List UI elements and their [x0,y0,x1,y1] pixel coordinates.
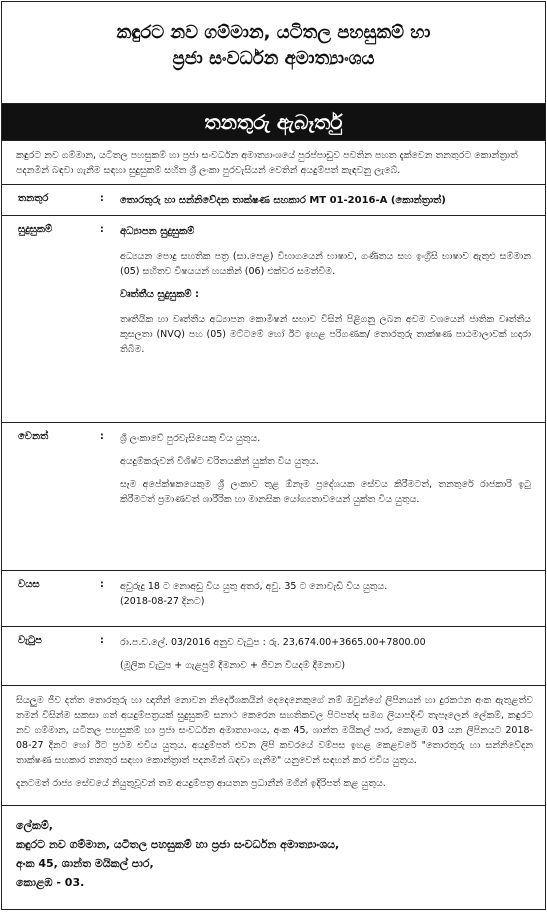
salary-section [2,627,545,686]
professional-text: තෘතීයික හා වෘත්තීය අධ්‍යාපන කොමිෂන් සභාව විසින් පිළිගනු ලබන අවම වශයෙන් ජාතික වෘත්තීය කුසලතා (NVQ) පහ (05) මට්ටමේ හෝ ඊට ඉහළ පරිගණක/ තොරතුරු තාක්ෂණ පාඨමාලාවක් හදාරා තිබීම. [120,314,531,355]
post-colon: : [100,193,104,204]
age-date: (2018-08-27 දිනට) [120,596,205,607]
signature-city: කොළඹ - 03. [16,876,85,889]
signature-ministry: කඳුරට නව ගම්මාන, යටිතල පහසුකම් හා ප්‍රජා සංවර්ධන අමාත්‍යාංශය, [16,838,340,851]
signature-address: අංක 45, ශාන්ත මයිකල් පාර, [16,857,154,870]
other-item-2: අයදුම්කරුවන් විශිෂ්ට චරිතයකින් යුක්ත විය යුතුය. [120,456,319,467]
qualifications-section [2,216,545,423]
qualifications-colon: : [100,224,104,235]
intro-paragraph: කඳුරට නව ගම්මාන, යටිතල පහසුකම් හා ප්‍රජා සංවර්ධන අමාත්‍යාංශයේ පුරප්පාඩුව පවතින පහත දැක්වෙන තනතුරට කොන්ත්‍රාත් පදනමින් බඳවා ගැනීම සඳහා සුදුසුකම් සහිත ශ්‍රී ලංකා පුරවැසියන් වෙතින් අයදුම්පත් කැඳවනු ලැබේ. [2,141,545,185]
other-item-3: සෑම අපේක්ෂකයෙකුම ශ්‍රී ලංකාව තුළ ඕනෑම ප්‍රදේශයක සේවය කිරීමටත්, තනතුරේ රාජකාරි ඉටු කිරීමටත් ප්‍රමාණවත් ශාරීරික හා මානසික යෝග්‍යතාවයෙන් යුක්ත විය යුතුය. [120,479,531,505]
post-label: තනතුර [18,193,49,204]
other-section [2,423,545,571]
age-section [2,571,545,627]
instructions-paragraph: සියලුම ජීව දත්ත තොරතුරු හා ඥාතීන් නොවන නිර්දේශකයින් දෙදෙනෙකුගේ නම් ඔවුන්ගේ ලිපිනයන් හා දුරකථන අංක ඇතුළත්ව තමන් විසින්ම සකසා ගත් අයදුම්පත්‍රයක් සුදුසුකම් සනාථ කෙරෙන සහතිකවල පිටපත්ද සමග ලියාපදිංචි තැපෑලෙන් ලේකම්, කඳුරට නව ගම්මාන, යටිතල පහසුකම් හා ප්‍රජා සංවර්ධන අමාත්‍යාංශය, අංක 45, ශාන්ත මයිකල් පාර, කොළඹ 03 යන ලිපිනයට 2018-08-27 දිනට හෝ ඊට ප්‍රථම එවිය යුතුය. අයදුම්පත් එවන ලිපි කවරයේ වම්පස ඉහළ කෙළවරේ "තොරතුරු හා සන්නිවේදන තාක්ෂණ සහකාර තනතුර සඳහා කොන්ත්‍රාත් පදනමින් බඳවා ගැනීම" යනුවෙන් සඳහන් කර එවිය යුතුය. [16,695,533,766]
signature-block [2,806,545,902]
vacancies-banner: තනතුරු ඇබෑර්තු [2,104,545,141]
age-label: වයස [18,579,40,590]
advertisement [1,1,546,910]
salary-note: (මූලික වැටුප + ගැළපුම් දීමනාව + ජීවන වියදම් දීමනාව) [120,660,346,671]
education-heading: අධ්‍යාපන සුදුසුකම් [120,226,195,237]
application-instructions [2,686,545,806]
other-label: වෙනත් [18,431,49,442]
professional-heading: වෘත්තීය සුදුසුකම් : [120,289,200,300]
other-colon: : [100,431,104,442]
qualifications-label: සුදුසුකම් [18,224,53,235]
public-servants-note: දැනටමත් රාජ්‍ය සේවයේ නියුතුවූවන් තම අයදුම්පත්‍ර ආයතන ප්‍රධානීන් මගින් ඉදිරිපත් කළ යුතුය. [16,778,386,789]
signature-title: ලේකම්, [16,819,53,832]
other-item-1: ශ්‍රී ලංකාවේ පුරවැසියෙකු විය යුතුය. [120,433,261,444]
education-text: අධ්‍යයන පොදු සහතික පත්‍ර (සා.පෙළ) විභාගයෙන් භාෂාව, ගණිතය සහ ඉංග්‍රීසි භාෂාව ඇතුළු සම්මාන (05) සහිතව විෂයයන් හයකින් (06) එක්වර සමත්වීම. [120,251,531,277]
age-colon: : [100,579,104,590]
salary-text: රා.ප.ච.ලේ. 03/2016 අනුව වැටුප : රු. 23,674.00+3665.00+7800.00 [120,637,426,648]
ministry-name-line1: කඳුරට නව ගම්මාන, යටිතල පහසුකම් හා [116,22,431,43]
post-title: තොරතුරු හා සන්නිවේදන තාක්ෂණ සහකාර MT 01-2016-A (කොන්ත්‍රාත්) [120,195,446,206]
age-text: අවුරුදු 18 ට නොඅඩු විය යුතු අතර, අවු. 35 ට නොවැඩි විය යුතුය. [120,581,388,592]
ministry-name-line2: ප්‍රජා සංවර්ධන අමාත්‍යාංශය [172,48,375,69]
post-section [2,185,545,216]
salary-colon: : [100,635,104,646]
ministry-header [2,2,545,104]
salary-label: වැටුප [18,635,42,646]
